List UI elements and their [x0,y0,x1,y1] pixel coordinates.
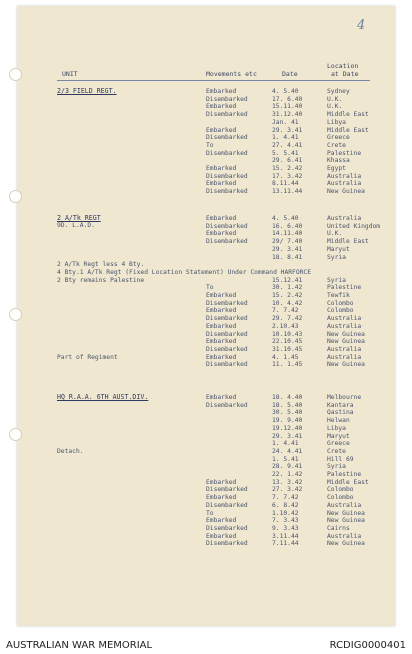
movement-cell: Embarked [206,353,237,361]
location-cell: Sydney [327,88,350,95]
location-cell: Crete [327,141,346,149]
header-unit: UNIT [62,70,78,78]
footer-institution: AUSTRALIAN WAR MEMORIAL [6,640,153,651]
movement-cell: Embarked [206,103,237,111]
location-cell: Syria [327,276,346,284]
location-cell: Colombo [327,494,354,502]
movement-cell: Disembarked [206,111,248,119]
movement-cell: Embarked [206,292,237,299]
date-cell: 30. 5.40 [272,409,303,417]
unit-cell: Detach. [57,447,84,455]
movement-cell: Disembarked [206,501,248,509]
movement-cell: Embarked [206,517,237,525]
movement-cell: Disembarked [206,361,248,369]
section-title: 2 A/Tk REGT [57,214,101,222]
date-cell: 18. 4.40 [272,394,303,401]
note-line: 4 Bty.1 A/Tk Regt (Fixed Location Statement) Under Command HARFORCE [57,268,312,276]
location-cell: Syria [327,253,346,261]
header-rule [57,80,370,81]
location-cell: Middle East [327,111,369,119]
date-cell: 4. 1.45 [272,353,299,361]
movement-cell: Embarked [206,180,237,188]
location-cell: Colombo [327,307,354,315]
date-cell: 7. 7.42 [272,494,299,502]
punch-hole [9,68,22,81]
date-cell: 7. 7.42 [272,307,299,315]
movement-cell: Disembarked [206,401,248,409]
location-cell: Crete [327,447,346,455]
location-cell: New Guinea [327,330,365,338]
date-cell: 29. 3.41 [272,126,303,134]
date-cell: 29. 3.41 [272,432,303,440]
location-cell: New Guinea [327,540,365,548]
location-cell: Middle East [327,478,369,486]
date-cell: 5. 5.41 [272,149,299,157]
movement-cell: Disembarked [206,238,248,246]
location-cell: U.K. [327,95,343,103]
location-cell: Khassa [327,157,350,165]
location-cell: Greece [327,440,350,448]
location-cell: United Kingdom [327,222,381,230]
location-cell: Colombo [327,299,354,307]
date-cell: 1. 4.41 [272,134,299,142]
movement-cell: Embarked [206,532,237,540]
location-cell: Australia [327,215,362,222]
date-cell: 4. 5.40 [272,215,299,222]
punch-hole [9,428,22,441]
date-cell: 1. 5.41 [272,455,299,463]
date-cell: 1. 4.41 [272,440,299,448]
movement-cell: Embarked [206,394,237,401]
location-cell: Australia [327,501,362,509]
movement-cell: Disembarked [206,188,248,196]
date-cell: 16. 6.40 [272,222,303,230]
location-cell: Australia [327,315,362,323]
location-cell: Maryut [327,245,350,253]
movement-cell: Disembarked [206,172,248,180]
date-cell: 10. 4.42 [272,299,303,307]
location-cell: New Guinea [327,509,365,517]
movement-cell: Embarked [206,307,237,315]
date-cell: 17. 3.42 [272,172,303,180]
movement-cell: Embarked [206,322,237,330]
punch-hole [9,308,22,321]
date-cell: Jan. 41 [272,118,299,126]
movement-cell: Embarked [206,215,237,222]
date-cell: 22.10.45 [272,338,303,346]
movement-cell: To [206,509,214,517]
date-cell: 22. 1.42 [272,471,303,478]
date-cell: 31.12.40 [272,111,303,119]
date-cell: 19.12.40 [272,424,303,432]
movement-cell: Embarked [206,478,237,486]
location-cell: Cairns [327,524,350,532]
note-line: 2 Bty remains Palestine [57,276,145,284]
date-cell: 29. 7.42 [272,315,303,323]
date-cell: 30. 1.42 [272,284,303,292]
movement-cell: Disembarked [206,95,248,103]
date-cell: 29/ 7.40 [272,238,303,246]
section-subtitle: 9D. L.A.D. [57,222,95,229]
date-cell: 7.11.44 [272,540,299,548]
location-cell: Australia [327,532,362,540]
date-cell: 3.11.44 [272,532,299,540]
date-cell: 8.11.44 [272,180,299,188]
location-cell: U.K. [327,103,343,111]
movement-cell: Disembarked [206,315,248,323]
location-cell: Middle East [327,238,369,246]
movement-cell: Embarked [206,165,237,172]
location-cell: Qastina [327,409,354,417]
page-number: 4 [357,18,366,33]
location-cell: Australia [327,322,362,330]
date-cell: 9. 3.43 [272,524,299,532]
location-cell: Palestine [327,471,362,478]
date-cell: 7. 3.43 [272,517,299,525]
date-cell: 15.12.41 [272,276,303,284]
movement-cell: To [206,284,214,292]
location-cell: Australia [327,180,362,188]
location-cell: U.K. [327,230,343,238]
date-cell: 17. 6.40 [272,95,303,103]
date-cell: 10.10.43 [272,330,303,338]
movement-cell: Embarked [206,88,237,95]
location-cell: Australia [327,172,362,180]
date-cell: 27. 4.41 [272,141,303,149]
date-cell: 28. 9.41 [272,463,303,471]
unit-cell: Part of Regiment [57,353,118,361]
date-cell: 15. 2.42 [272,165,303,172]
date-cell: 31.10.45 [272,345,303,353]
date-cell: 4. 5.40 [272,88,299,95]
header-location-1: Location [327,62,359,70]
location-cell: Syria [327,463,346,471]
location-cell: Tewfik [327,292,350,299]
date-cell: 1.10.42 [272,509,299,517]
location-cell: Greece [327,134,350,142]
movement-cell: Disembarked [206,134,248,142]
date-cell: 2.10.43 [272,322,299,330]
location-cell: Libya [327,424,346,432]
movement-cell: Disembarked [206,149,248,157]
date-cell: 14.11.40 [272,230,303,238]
date-cell: 13.11.44 [272,188,303,196]
location-cell: Kantara [327,401,354,409]
header-date: Date [282,70,298,78]
punch-hole [9,190,22,203]
location-cell: Australia [327,353,362,361]
location-cell: Palestine [327,149,362,157]
date-cell: 18. 5.40 [272,401,303,409]
date-cell: 15. 2.42 [272,292,303,299]
movement-cell: Embarked [206,338,237,346]
date-cell: 29. 6.41 [272,157,303,165]
location-cell: Hill 69 [327,455,354,463]
movement-cell: Disembarked [206,540,248,548]
date-cell: 15.11.40 [272,103,303,111]
location-cell: Colombo [327,486,354,494]
date-cell: 24. 4.41 [272,447,303,455]
movement-cell: Disembarked [206,299,248,307]
location-cell: Middle East [327,126,369,134]
location-cell: New Guinea [327,188,365,196]
location-cell: Palestine [327,284,362,292]
movement-cell: Disembarked [206,330,248,338]
location-cell: New Guinea [327,517,365,525]
section-title: HQ R.A.A. 6TH AUST.DIV. [57,393,149,401]
date-cell: 18. 8.41 [272,253,303,261]
section-title: 2/3 FIELD REGT. [57,87,117,95]
header-movements: Movements etc [206,70,257,78]
date-cell: 13. 3.42 [272,478,303,486]
movement-cell: To [206,141,214,149]
location-cell: New Guinea [327,361,365,369]
date-cell: 6. 8.42 [272,501,299,509]
movement-cell: Disembarked [206,486,248,494]
location-cell: Melbourne [327,394,362,401]
date-cell: 11. 1.45 [272,361,303,369]
movement-cell: Disembarked [206,222,248,230]
note-line: 2 A/Tk Regt less 4 Bty. [57,261,145,269]
footer-record-id: RCDIG0000401 [329,640,406,651]
location-cell: New Guinea [327,338,365,346]
movement-cell: Disembarked [206,524,248,532]
location-cell: Egypt [327,165,346,172]
location-cell: Libya [327,118,346,126]
header-location-2: at Date [331,70,359,78]
movement-cell: Disembarked [206,345,248,353]
location-cell: Helwan [327,417,350,425]
movement-cell: Embarked [206,230,237,238]
movement-cell: Embarked [206,494,237,502]
movement-cell: Embarked [206,126,237,134]
date-cell: 29. 3.41 [272,245,303,253]
location-cell: Australia [327,345,362,353]
location-cell: Maryut [327,432,350,440]
date-cell: 19. 9.40 [272,417,303,425]
date-cell: 27. 3.42 [272,486,303,494]
